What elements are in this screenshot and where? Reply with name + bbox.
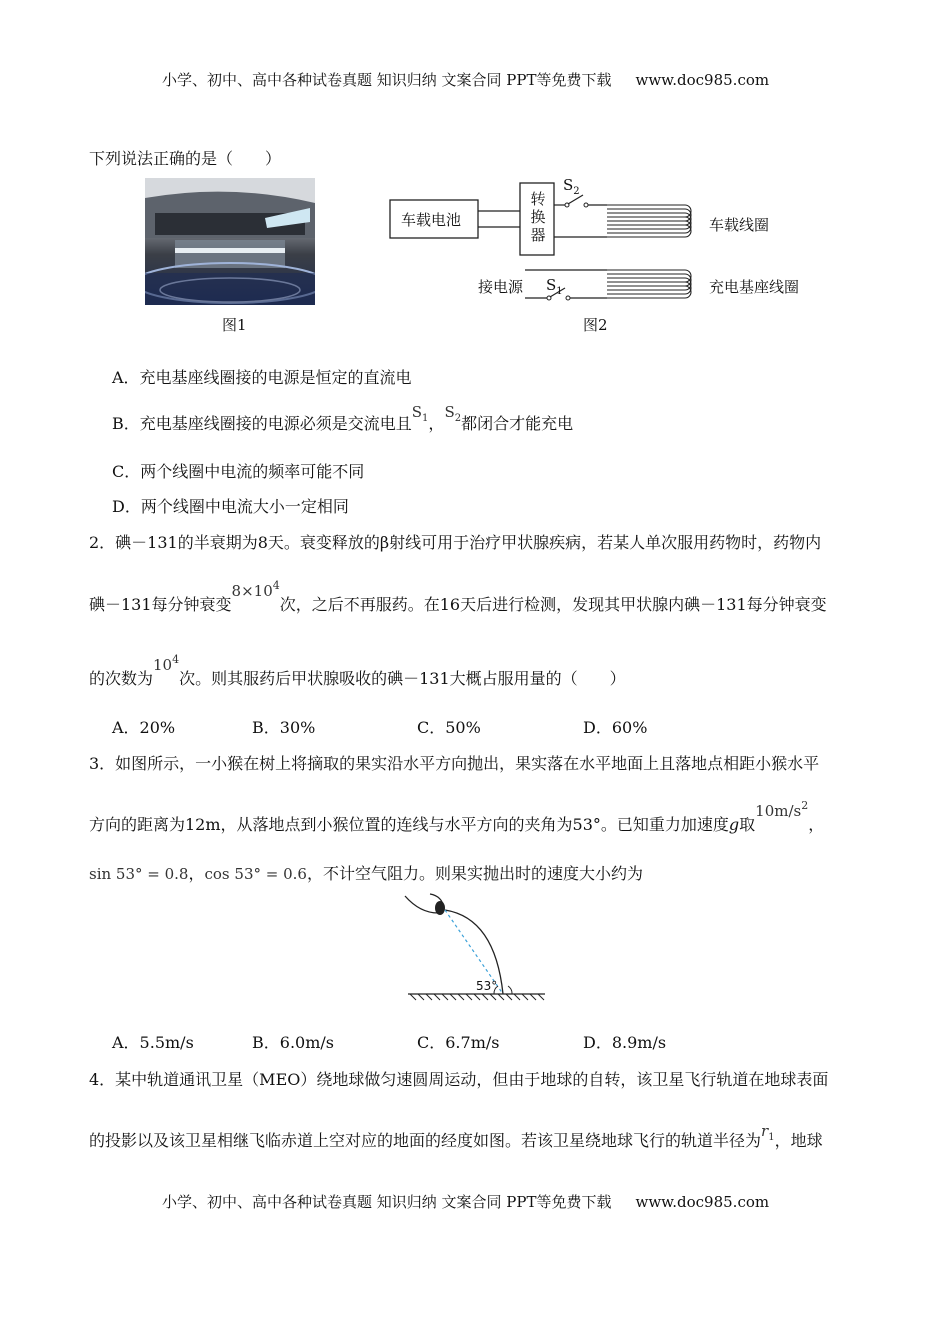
page-header (162, 69, 769, 90)
q2-option-c[interactable]: C．50% (417, 718, 481, 737)
q3-option-b[interactable]: B．6.0m/s (252, 1033, 334, 1052)
q2-option-d[interactable]: D．60% (583, 718, 648, 737)
header-text: 小学、初中、高中各种试卷真题 知识归纳 文案合同 PPT等免费下载 (162, 71, 612, 89)
base-coil (607, 270, 691, 298)
header-url[interactable]: www.doc985.com (635, 71, 770, 89)
q3-line-1: 3．如图所示，一小猴在树上将摘取的果实沿水平方向抛出，果实落在水平地面上且落地点相距小猴水平 (89, 754, 820, 773)
q2-option-a[interactable]: A．20% (112, 718, 176, 737)
q1-option-c[interactable]: C．两个线圈中电流的频率可能不同 (112, 462, 365, 481)
car-coil (607, 205, 691, 237)
q3-option-d[interactable]: D．8.9m/s (583, 1033, 667, 1052)
car-photo-illustration (145, 178, 315, 305)
fig1-caption: 图1 (222, 316, 247, 334)
fig2-power-label: 接电源 (478, 278, 524, 296)
ground-hatching (410, 994, 544, 1000)
q1-option-a[interactable]: A．充电基座线圈接的电源是恒定的直流电 (112, 368, 412, 387)
footer-url[interactable]: www.doc985.com (635, 1193, 770, 1211)
fig2-converter-label: 转 换 器 (530, 190, 546, 244)
monkey (435, 901, 445, 915)
q3-option-c[interactable]: C．6.7m/s (417, 1033, 500, 1052)
fig2-battery-label: 车载电池 (401, 211, 462, 229)
q4-line-2: 的投影以及该卫星相继飞临赤道上空对应的地面的经度如图。若该卫星绕地球飞行的轨道半径为$r_1$，地球 (89, 1122, 823, 1150)
q1-stem: 下列说法正确的是（ ） (89, 149, 282, 168)
page-footer (162, 1191, 769, 1212)
q2-line-2: 碘－131每分钟衰变$8\times 10^4$次，之后不再服药。在16天后进行检测，发现其甲状腺内碘－131每分钟衰变 (89, 579, 827, 614)
fig2-base-coil-label: 充电基座线圈 (709, 278, 800, 296)
q1-option-d[interactable]: D．两个线圈中电流大小一定相同 (112, 497, 349, 516)
q3-option-a[interactable]: A．5.5m/s (112, 1033, 194, 1052)
angle-label: 53° (476, 979, 498, 993)
footer-text: 小学、初中、高中各种试卷真题 知识归纳 文案合同 PPT等免费下载 (162, 1193, 612, 1211)
q2-line-1: 2．碘－131的半衰期为8天。衰变释放的β射线可用于治疗甲状腺疾病，若某人单次服用药物时，药物内 (89, 533, 822, 552)
fig2-car-coil-label: 车载线圈 (709, 216, 770, 234)
q3-line-2: 方向的距离为12m，从落地点到小猴位置的连线与水平方向的夹角为53°。已知重力加速度g取$10m/s^2$， (89, 799, 825, 834)
fig2-s2-label: $S_2$ (563, 176, 580, 197)
fig2-caption: 图2 (583, 316, 608, 334)
fig1-photo (145, 178, 315, 305)
tree-branch (405, 896, 438, 913)
fig2-s1-label: $S_1$ (546, 276, 563, 297)
q3-monkey-tree-diagram (400, 888, 550, 1003)
q3-line-3: sin 53° = 0.8，cos 53° = 0.6，不计空气阻力。则果实抛出时的速度大小约为 (89, 864, 643, 883)
q1-option-b[interactable]: B．充电基座线圈接的电源必须是交流电且$S_1$，$S_2$都闭合才能充电 (112, 403, 574, 433)
q2-line-3: 的次数为$10^4$次。则其服药后甲状腺吸收的碘－131大概占服用量的（ ） (89, 653, 626, 688)
q4-line-1: 4．某中轨道通讯卫星（MEO）绕地球做匀速圆周运动，但由于地球的自转，该卫星飞行轨道在地球表面 (89, 1070, 829, 1089)
q2-option-b[interactable]: B．30% (252, 718, 316, 737)
